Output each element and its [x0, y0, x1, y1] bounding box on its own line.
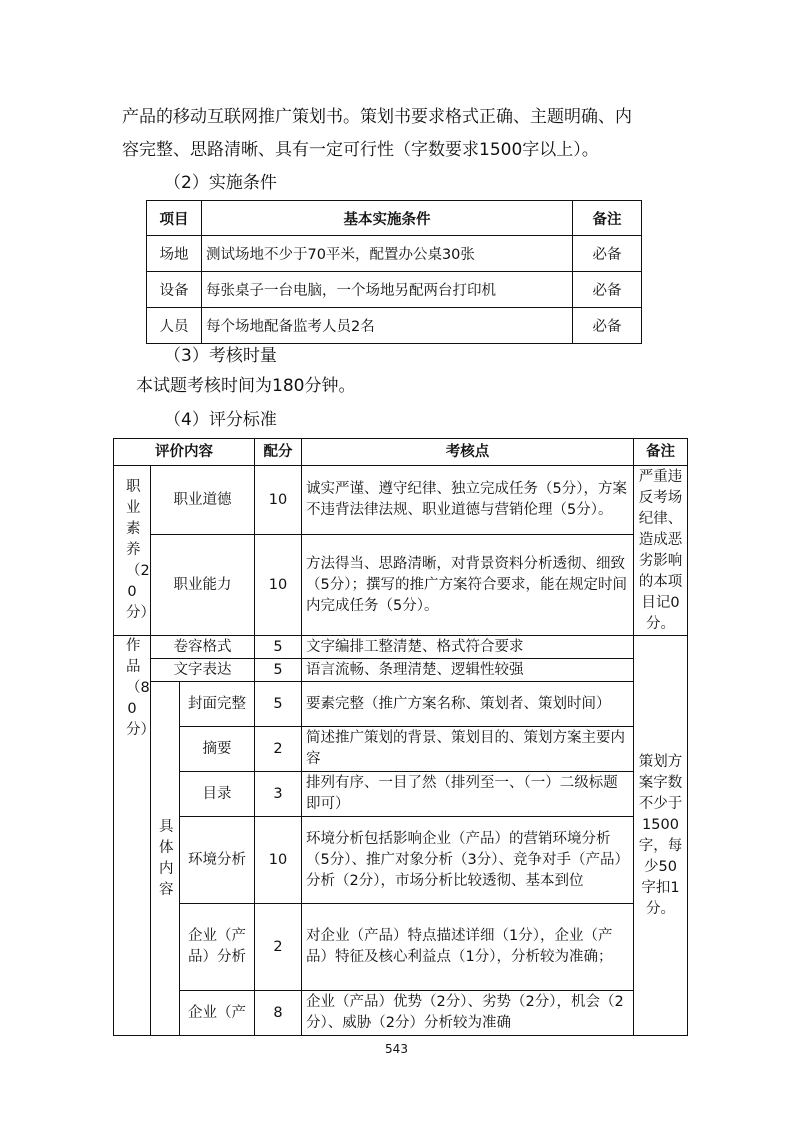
table-row: [114, 466, 688, 535]
point-cell: 简述推广策划的背景、策划目的、策划方案主要内容: [302, 727, 634, 772]
duration-text: 本试题考核时间为180分钟。: [136, 376, 356, 396]
column-header: 配分: [255, 439, 302, 466]
column-header: 备注: [573, 201, 642, 236]
table-row: [114, 772, 688, 817]
table-row: [147, 236, 642, 272]
section-heading-scoring: （4）评分标准: [164, 410, 277, 430]
point-cell: 诚实严谨、遵守纪律、独立完成任务（5分），方案不违背法律法规、职业道德与营销伦理（5分）。: [302, 466, 634, 535]
table-row: [114, 727, 688, 772]
intro-line-2: 容完整、思路清晰、具有一定可行性（字数要求1500字以上）。: [122, 140, 599, 160]
item-cell: 文字表达: [151, 659, 255, 682]
table-row: [114, 659, 688, 682]
point-cell: 文字编排工整清楚、格式符合要求: [302, 636, 634, 659]
score-cell: 5: [255, 659, 302, 682]
section-heading-conditions: （2）实施条件: [164, 173, 277, 193]
point-cell: 环境分析包括影响企业（产品）的营销环境分析（5分）、推广对象分析（3分）、竞争对手（产品）分析（2分），市场分析比较透彻、基本到位: [302, 817, 634, 904]
score-cell: 2: [255, 727, 302, 772]
table-header-row: [114, 439, 688, 466]
point-cell: 排列有序、一目了然（排列至一、（一）二级标题即可）: [302, 772, 634, 817]
item-cell: 企业（产品）分析: [180, 904, 255, 991]
table-cell: 必备: [573, 272, 642, 308]
table-cell: 场地: [147, 236, 202, 272]
page-number: 543: [385, 1042, 408, 1056]
column-header: 评价内容: [114, 439, 255, 466]
table-row: [147, 272, 642, 308]
note-cell: 严重违反考场纪律、造成恶劣影响的本项目记0分。: [634, 466, 688, 636]
point-cell: 语言流畅、条理清楚、逻辑性较强: [302, 659, 634, 682]
score-cell: 10: [255, 535, 302, 636]
item-cell: 封面完整: [180, 682, 255, 727]
scoring-table: [113, 438, 688, 1036]
point-cell: 方法得当、思路清晰，对背景资料分析透彻、细致（5分）；撰写的推广方案符合要求，能在规定时间内完成任务（5分）。: [302, 535, 634, 636]
point-cell: 对企业（产品）特点描述详细（1分），企业（产品）特征及核心利益点（1分），分析较为准确；: [302, 904, 634, 991]
table-row: [114, 991, 688, 1036]
column-header: 基本实施条件: [202, 201, 573, 236]
table-cell: 必备: [573, 236, 642, 272]
score-cell: 10: [255, 817, 302, 904]
column-header: 考核点: [302, 439, 634, 466]
sub-group-label: 具体内容: [151, 682, 180, 1036]
column-header: 项目: [147, 201, 202, 236]
item-cell: 职业道德: [151, 466, 255, 535]
table-header-row: [147, 201, 642, 236]
note-cell: 策划方案字数不少于1500字，每少50字扣1分。: [634, 636, 688, 1036]
table-cell: 每张桌子一台电脑，一个场地另配两台打印机: [202, 272, 573, 308]
item-cell: 卷容格式: [151, 636, 255, 659]
point-cell: 要素完整（推广方案名称、策划者、策划时间）: [302, 682, 634, 727]
score-cell: 8: [255, 991, 302, 1036]
item-cell: 目录: [180, 772, 255, 817]
section-heading-duration: （3）考核时量: [164, 346, 277, 366]
conditions-table: [146, 200, 642, 344]
table-row: [114, 682, 688, 727]
table-row: [147, 308, 642, 344]
item-cell: 企业（产: [180, 991, 255, 1036]
score-cell: 2: [255, 904, 302, 991]
column-header: 备注: [634, 439, 688, 466]
score-cell: 5: [255, 682, 302, 727]
item-cell: 摘要: [180, 727, 255, 772]
score-cell: 5: [255, 636, 302, 659]
table-row: [114, 904, 688, 991]
item-cell: 环境分析: [180, 817, 255, 904]
point-cell: 企业（产品）优势（2分）、劣势（2分），机会（2分）、威胁（2分）分析较为准确: [302, 991, 634, 1036]
group-label: 职业素养（20分）: [114, 466, 151, 636]
table-cell: 人员: [147, 308, 202, 344]
item-cell: 职业能力: [151, 535, 255, 636]
table-cell: 设备: [147, 272, 202, 308]
table-cell: 测试场地不少于70平米，配置办公桌30张: [202, 236, 573, 272]
group-label: 作品（80分）: [114, 636, 151, 1036]
table-cell: 必备: [573, 308, 642, 344]
score-cell: 3: [255, 772, 302, 817]
score-cell: 10: [255, 466, 302, 535]
table-cell: 每个场地配备监考人员2名: [202, 308, 573, 344]
intro-line-1: 产品的移动互联网推广策划书。策划书要求格式正确、主题明确、内: [122, 107, 632, 127]
table-row: [114, 636, 688, 659]
table-row: [114, 535, 688, 636]
table-row: [114, 817, 688, 904]
